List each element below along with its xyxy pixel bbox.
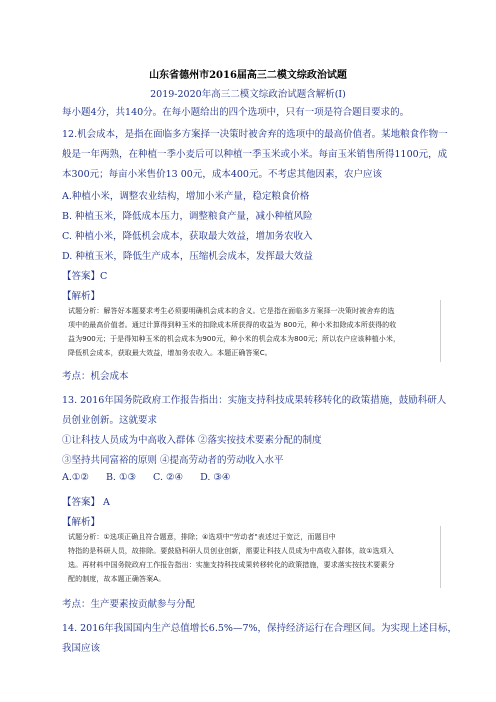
q12-option-d: D. 种植玉米，降低生产成本，压缩机会成本，发挥最大效益 <box>62 251 313 262</box>
q13-analysis-line-2: 特指的是科研人员，故排除。要鼓励科研人员创业创新，需要让科技人员成为中高收入群体，故①选项入 <box>68 547 394 555</box>
q12-analysis-label: 【解析】 <box>62 291 101 302</box>
instructions: 每小题4分，共140分。在每小题给出的四个选项中，只有一项是符合题目要求的。 <box>62 107 410 118</box>
q12-option-b: B. 种植玉米，降低成本压力，调整粮食产量，减小种植风险 <box>62 211 313 222</box>
q14-stem-line-2: 我国应该 <box>62 643 101 654</box>
q13-analysis-line-3: 选。再材料中国务院政府工作报告指出：实施支持科技成果转移转化的政策措施，要求落实按技术要素分 <box>68 561 395 569</box>
q13-knowledge-point: 考点：生产要素按贡献参与分配 <box>62 599 196 610</box>
q12-knowledge-point: 考点：机会成本 <box>62 371 129 382</box>
q13-analysis-label: 【解析】 <box>62 517 101 528</box>
q12-analysis-line-3: 益为900元；于是得知种玉米的机会成本为900元，种小米的机会成本为800元；所以农户应该种植小米， <box>68 335 401 343</box>
q13-choices <box>62 472 244 483</box>
q13-item-line-1: ①让科技人员成为中高收入群体 ②落实按技术要素分配的制度 <box>62 435 322 446</box>
q12-analysis-line-1: 试题分析：解答好本题要求考生必须要明确机会成本的含义。它是指在面临多方案择一决策时被舍弃的选 <box>68 307 395 315</box>
q12-stem-line-2: 般是一年两熟，在种植一季小麦后可以种植一季玉米或小米。每亩玉米销售所得1100元，成 <box>62 149 448 160</box>
q12-analysis-line-4: 降低机会成本，获取最大效益，增加务农收入。本题正确答案C。 <box>68 349 272 357</box>
q13-choice-d: D. ③④ <box>200 472 231 483</box>
q14-stem-line-1: 14. 2016年我国国内生产总值增长6.5%—7%，保持经济运行在合理区间。为实现上述目标， <box>62 623 458 634</box>
q13-stem-line-1: 13. 2016年国务院政府工作报告指出：实施支持科技成果转移转化的政策措施，鼓励科研人 <box>62 395 447 406</box>
scan-edge-divider <box>440 526 441 588</box>
q12-answer: 【答案】C <box>62 271 108 282</box>
q13-choice-c: C. ②④ <box>153 472 184 483</box>
q13-stem-line-2: 员创业创新。这就要求 <box>62 415 158 426</box>
q13-item-line-2: ③坚持共同富裕的原则 ④提高劳动者的劳动收入水平 <box>62 455 284 466</box>
q12-analysis-line-2: 项中的最高价值者。通过计算得到种玉米的扣除成本所获得的收益为 800元，种小米扣除成本所获得的收 <box>68 321 397 329</box>
q12-option-c: C. 种植小米，降低机会成本，获取最大效益，增加务农收入 <box>62 231 313 242</box>
q13-choice-b: B. ①③ <box>105 472 137 483</box>
q12-stem-line-1: 12.机会成本，是指在面临多方案择一决策时被舍弃的选项中的最高价值者。某地粮食作物一 <box>62 129 448 140</box>
q13-analysis-line-1: 试题分析：①选项正确且符合题意，排除；④选项中"劳动者"表述过于宽泛，而题目中 <box>68 533 336 541</box>
q12-option-a: A.种植小米，调整农业结构，增加小米产量，稳定粮食价格 <box>62 191 310 202</box>
q13-answer: 【答案】 A <box>62 497 110 508</box>
q13-analysis-line-4: 配的制度，故本题正确答案A。 <box>68 575 166 583</box>
page-subtitle: 2019-2020年高三二模文综政治试题含解析(I) <box>150 89 346 100</box>
q13-choice-a: A.①② <box>62 472 89 483</box>
scan-edge-divider <box>440 300 441 362</box>
page-title: 山东省德州市2016届高三二模文综政治试题 <box>149 70 347 81</box>
q12-stem-line-3: 本300元；每亩小米售价13 00元，成本400元。不考虑其他因素，农户应该 <box>62 169 382 180</box>
